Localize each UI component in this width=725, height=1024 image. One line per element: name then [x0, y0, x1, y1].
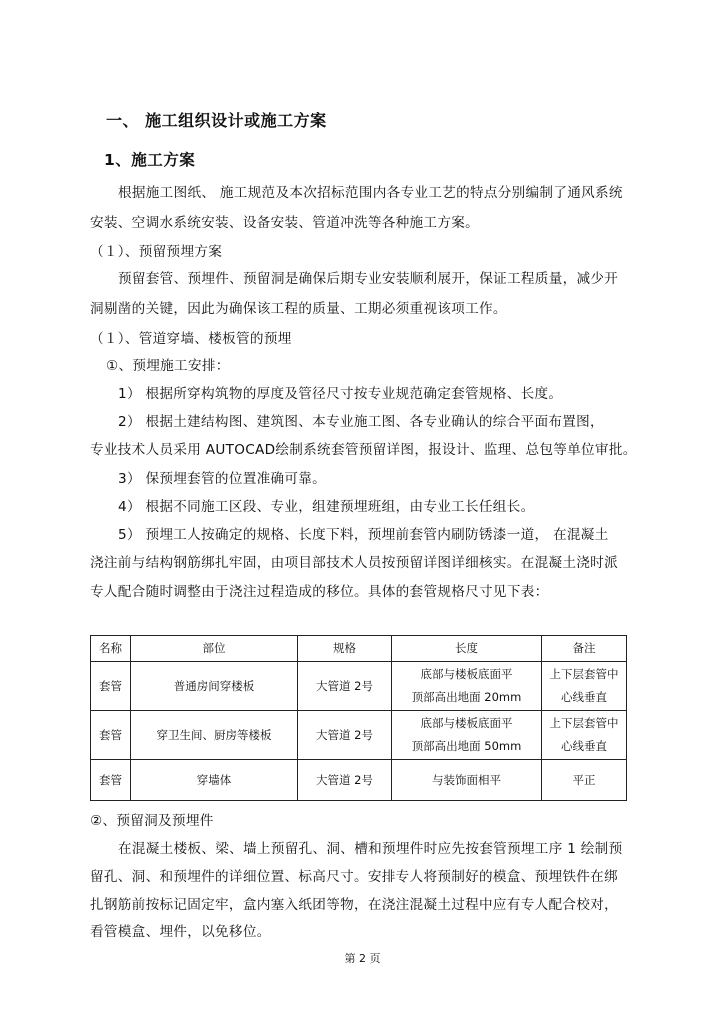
table-header-cell: 长度: [392, 636, 542, 662]
table-row: [91, 760, 627, 801]
table-header-row: [91, 636, 627, 662]
list-item: 1） 根据所穿构筑物的厚度及管径尺寸按专业规范确定套管规格、长度。: [118, 386, 563, 402]
list-item: 4） 根据不同施工区段、专业，组建预埋班组，由专业工长任组长。: [118, 499, 535, 515]
table-row: [91, 662, 627, 711]
list-item-continuation: 专人配合随时调整由于浇注过程造成的移位。具体的套管规格尺寸见下表：: [90, 584, 549, 600]
cell-line: 底部与楼板底面平: [420, 667, 513, 681]
subsection-heading: 1、施工方案: [104, 151, 196, 169]
table-cell: [392, 662, 542, 711]
table-cell: 套管: [91, 711, 131, 760]
cell-line: 顶部高出地面 20mm: [411, 690, 522, 704]
cell-line: 心线垂直: [561, 739, 607, 753]
list-item-continuation: 专业技术人员采用 AUTOCAD绘制系统套管预留详图，报设计、监理、总包等单位审批。: [90, 442, 637, 458]
table-cell: 普通房间穿楼板: [131, 662, 298, 711]
table-header-cell: 名称: [91, 636, 131, 662]
table-cell: 大管道 2号: [298, 662, 392, 711]
table-cell: [542, 662, 627, 711]
table-cell: 套管: [91, 760, 131, 801]
sleeve-spec-table: [90, 635, 627, 801]
paragraph-line: 安装、空调水系统安装、设备安装、管道冲洗等各种施工方案。: [90, 215, 480, 231]
table-header-cell: 规格: [298, 636, 392, 662]
cell-line: 上下层套管中: [549, 716, 619, 730]
page-number: 第 2 页: [344, 952, 381, 965]
paragraph-line: 扎钢筋前按标记固定牢，盒内塞入纸团等物，在浇注混凝土过程中应有专人配合校对，: [90, 897, 618, 913]
cell-line: 心线垂直: [561, 690, 607, 704]
table-cell: 穿墙体: [131, 760, 298, 801]
table-header-cell: 部位: [131, 636, 298, 662]
section-title: （１）、管道穿墙、楼板管的预埋: [90, 331, 292, 347]
cell-line: 上下层套管中: [549, 667, 619, 681]
paragraph-line: 留孔、洞、和预埋件的详细位置、标高尺寸。安排专人将预制好的模盒、预埋铁件在绑: [90, 869, 618, 885]
paragraph-line: 根据施工图纸、 施工规范及本次招标范围内各专业工艺的特点分别编制了通风系统: [118, 185, 623, 201]
subsection-title: ②、预留洞及预埋件: [90, 813, 214, 829]
cell-line: 顶部高出地面 50mm: [411, 739, 522, 753]
list-item: 2） 根据土建结构图、建筑图、本专业施工图、各专业确认的综合平面布置图，: [118, 414, 604, 430]
list-item: 5） 预埋工人按确定的规格、长度下料，预埋前套管内刷防锈漆一道， 在混凝土: [118, 527, 609, 543]
table-header-cell: 备注: [542, 636, 627, 662]
table-cell: 与装饰面相平: [392, 760, 542, 801]
table-cell: 大管道 2号: [298, 760, 392, 801]
table-cell: [392, 711, 542, 760]
paragraph-line: 在混凝土楼板、梁、墙上预留孔、洞、槽和预埋件时应先按套管预埋工序 1 绘制预: [118, 841, 623, 857]
cell-line: 底部与楼板底面平: [420, 716, 513, 730]
list-item: 3） 保预埋套管的位置准确可靠。: [118, 471, 327, 487]
paragraph-line: 看管模盒、埋件，以免移位。: [90, 924, 271, 940]
paragraph-line: 预留套管、预埋件、预留洞是确保后期专业安装顺利展开，保证工程质量，减少开: [118, 271, 619, 287]
paragraph-line: 洞剔凿的关键，因此为确保该工程的质量、工期必须重视该项工作。: [90, 301, 507, 317]
subsection-title: ①、预埋施工安排：: [106, 358, 230, 374]
table-cell: 平正: [542, 760, 627, 801]
list-item-continuation: 浇注前与结构钢筋绑扎牢固，由项目部技术人员按预留详图详细核实。在混凝土浇时派: [90, 555, 618, 571]
table-cell: [542, 711, 627, 760]
section-title: （１）、预留预埋方案: [90, 244, 223, 260]
table-cell: 大管道 2号: [298, 711, 392, 760]
table-cell: 穿卫生间、厨房等楼板: [131, 711, 298, 760]
table-row: [91, 711, 627, 760]
section-heading: 一、 施工组织设计或施工方案: [106, 111, 327, 130]
table-cell: 套管: [91, 662, 131, 711]
